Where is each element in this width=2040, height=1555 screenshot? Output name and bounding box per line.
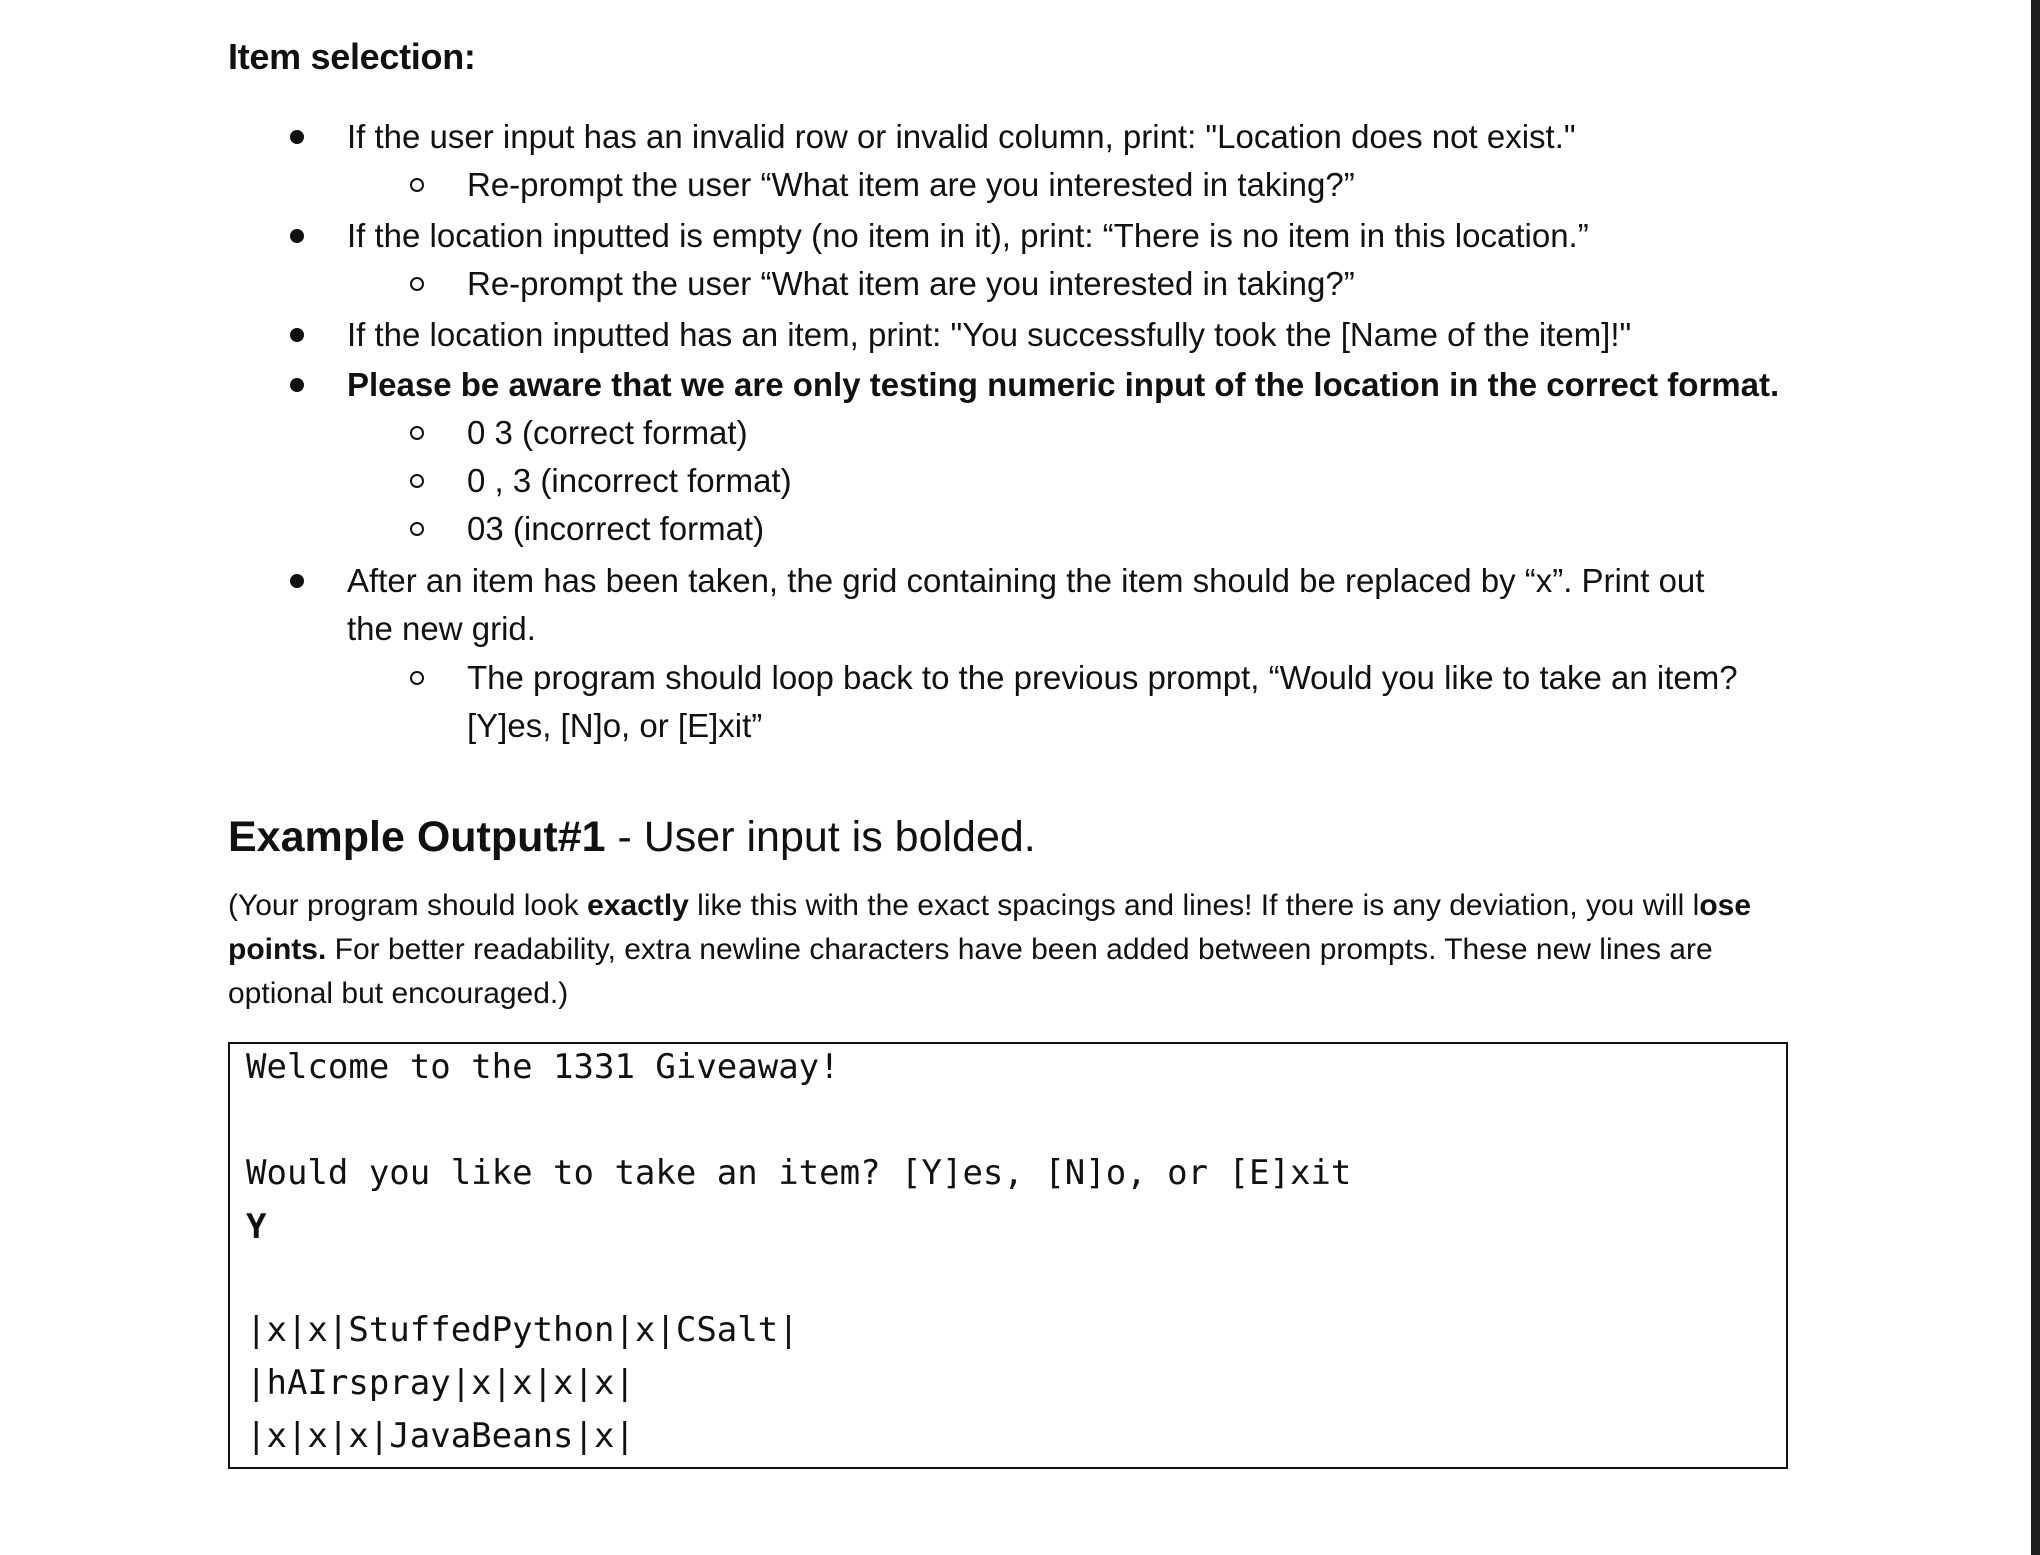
sub-bullet-icon	[410, 522, 424, 536]
bullet-icon	[290, 378, 304, 392]
example-heading-note: - User input is bolded.	[605, 813, 1036, 861]
sub-bullet-icon	[410, 474, 424, 488]
sub-bullet-icon	[410, 277, 424, 291]
sub-bullet-icon	[410, 426, 424, 440]
console-grid-row: |x|x|x|JavaBeans|x|	[246, 1416, 635, 1456]
example-note-line-1	[228, 884, 1751, 928]
bullet-icon	[290, 328, 304, 342]
format-example: 0 3 (correct format)	[467, 414, 748, 451]
console-prompt-line: Would you like to take an item? [Y]es, [N]o, or [E]xit	[246, 1153, 1352, 1193]
note-text: (Your program should look	[228, 889, 588, 922]
sub-bullet-icon	[410, 671, 424, 685]
console-user-input: Y	[246, 1207, 267, 1247]
bullet-icon	[290, 130, 304, 144]
format-example: 03 (incorrect format)	[467, 510, 765, 547]
rule-invalid-location: If the user input has an invalid row or invalid column, print: "Location does not exist."	[347, 118, 1576, 155]
example-heading	[228, 813, 1036, 862]
rule-after-taken-cont: the new grid.	[347, 610, 536, 647]
note-text: like this with the exact spacings and lines! If there is any deviation, you will l	[688, 889, 1700, 922]
rule-numeric-warning: Please be aware that we are only testing numeric input of the location in the correct format.	[347, 366, 1780, 403]
rule-invalid-location-sub: Re-prompt the user “What item are you interested in taking?”	[467, 166, 1355, 203]
example-note-line-3: optional but encouraged.)	[228, 977, 569, 1010]
rule-empty-location-sub: Re-prompt the user “What item are you interested in taking?”	[467, 265, 1355, 302]
note-emphasis: points.	[228, 933, 327, 966]
note-emphasis: exactly	[587, 889, 689, 922]
note-text: For better readability, extra newline characters have been added between prompts. These new lines are	[326, 933, 1713, 966]
rule-has-item: If the location inputted has an item, print: "You successfully took the [Name of the item]!"	[347, 316, 1632, 353]
rule-after-taken: After an item has been taken, the grid containing the item should be replaced by “x”. Print out	[347, 562, 1705, 599]
bullet-icon	[290, 229, 304, 243]
note-emphasis: ose	[1699, 889, 1752, 922]
example-note-line-2	[228, 928, 1713, 972]
rule-empty-location: If the location inputted is empty (no item in it), print: “There is no item in this location.”	[347, 217, 1589, 254]
rule-loop-back-cont: [Y]es, [N]o, or [E]xit”	[467, 707, 763, 744]
page-edge-divider	[2031, 0, 2040, 1555]
format-example: 0 , 3 (incorrect format)	[467, 462, 792, 499]
console-welcome-line: Welcome to the 1331 Giveaway!	[246, 1047, 840, 1087]
console-grid-row: |hAIrspray|x|x|x|x|	[246, 1363, 635, 1403]
rule-loop-back: The program should loop back to the previous prompt, “Would you like to take an item?	[467, 659, 1738, 696]
section-title: Item selection:	[228, 36, 476, 77]
console-grid-row: |x|x|StuffedPython|x|CSalt|	[246, 1310, 799, 1350]
sub-bullet-icon	[410, 178, 424, 192]
bullet-icon	[290, 574, 304, 588]
example-heading-label: Example Output#1	[228, 813, 606, 861]
console-output-box	[228, 1042, 1788, 1469]
